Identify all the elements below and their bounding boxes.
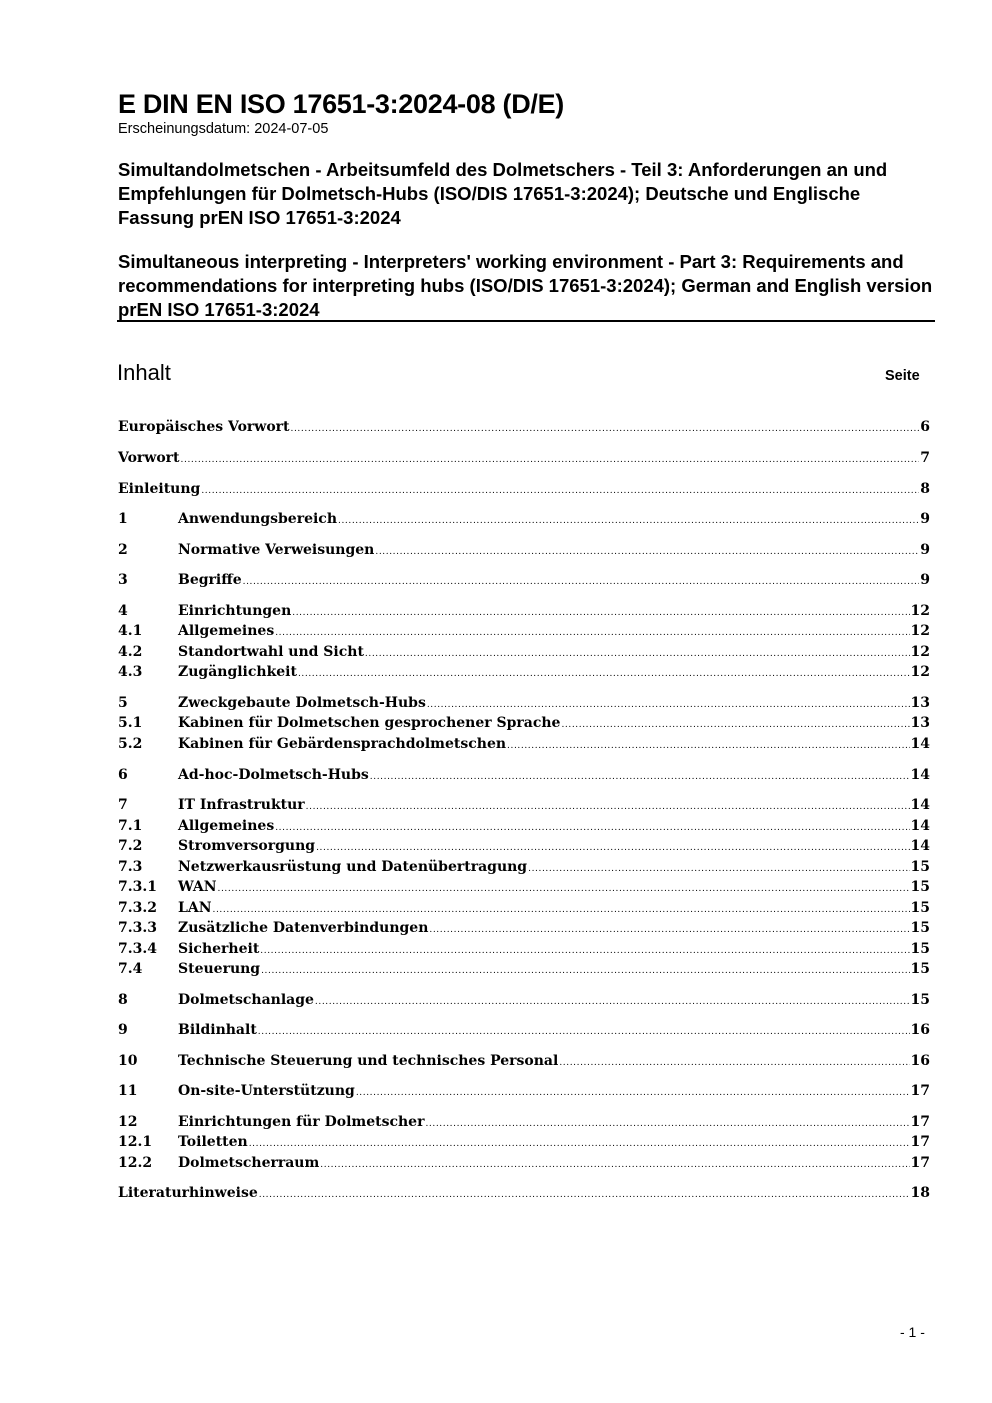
toc-entry[interactable]	[118, 1132, 930, 1153]
toc-entry-page: 9	[920, 572, 930, 588]
toc-entry-page: 6	[920, 419, 930, 435]
toc-entry[interactable]	[118, 693, 930, 714]
toc-entry-title: Technische Steuerung und technisches Personal	[178, 1053, 559, 1069]
toc-entry-title: Einleitung	[118, 481, 201, 497]
toc-entry-page: 12	[910, 603, 930, 619]
toc-entry-page: 12	[910, 664, 930, 680]
title-german: Simultandolmetschen - Arbeitsumfeld des Dolmetschers - Teil 3: Anforderungen an und Empfehlungen für Dolmetsch-Hubs (ISO/DIS 17651-3:2024); Deutsche und Englische Fassung prEN ISO 17651-3:2024	[118, 159, 888, 228]
title-english: Simultaneous interpreting - Interpreters' working environment - Part 3: Requirements and recommendations for interpreting hubs (ISO/DIS 17651-3:2024); German and English version prEN ISO 17651-3:2024	[118, 251, 933, 320]
toc-entry[interactable]	[118, 765, 930, 786]
title-divider	[117, 320, 935, 322]
toc-entry-title: Allgemeines	[178, 818, 275, 834]
toc-dot-leader	[243, 572, 920, 593]
page-number: - 1 -	[900, 1324, 925, 1340]
toc-entry-title: Einrichtungen	[178, 603, 292, 619]
toc-entry-title: Vorwort	[118, 450, 180, 466]
toc-entry[interactable]	[118, 417, 930, 438]
toc-entry-page: 13	[910, 715, 930, 731]
toc-entry[interactable]	[118, 795, 930, 816]
toc-entry[interactable]	[118, 1153, 930, 1174]
toc-entry-number: 7.1	[118, 818, 143, 834]
toc-heading: Inhalt	[117, 360, 171, 385]
toc-dot-leader	[306, 797, 910, 818]
toc-entry-number: 7.3.4	[118, 941, 157, 957]
toc-entry-title: Netzwerkausrüstung und Datenübertragung	[178, 859, 528, 875]
toc-entry-title: Stromversorgung	[178, 838, 316, 854]
toc-entry-title: On-site-Unterstützung	[178, 1083, 355, 1099]
toc-entry[interactable]	[118, 816, 930, 837]
toc-entry-number: 12.1	[118, 1134, 153, 1150]
toc-entry-title: Bildinhalt	[178, 1022, 257, 1038]
toc-entry-number: 5	[118, 695, 128, 711]
toc-entry-number: 4.3	[118, 664, 143, 680]
toc-entry[interactable]	[118, 1020, 930, 1041]
toc-entry-number: 5.1	[118, 715, 143, 731]
toc-entry[interactable]	[118, 990, 930, 1011]
toc-entry-page: 12	[910, 623, 930, 639]
toc-entry-number: 1	[118, 511, 128, 527]
toc-entry-number: 7.4	[118, 961, 143, 977]
toc-entry[interactable]	[118, 642, 930, 663]
toc-entry[interactable]	[118, 1112, 930, 1133]
toc-entry-page: 17	[910, 1155, 930, 1171]
toc-entry[interactable]	[118, 877, 930, 898]
toc-dot-leader	[561, 715, 909, 736]
toc-entry-page: 14	[910, 797, 930, 813]
toc-entry-page: 15	[910, 961, 930, 977]
toc-entry-page: 14	[910, 838, 930, 854]
toc-entry[interactable]	[118, 959, 930, 980]
toc-entry-page: 14	[910, 736, 930, 752]
toc-entry-title: Kabinen für Dolmetschen gesprochener Sprache	[178, 715, 561, 731]
toc-entry-page: 12	[910, 644, 930, 660]
toc-entry[interactable]	[118, 540, 930, 561]
toc-entry-title: Steuerung	[178, 961, 261, 977]
toc-entry-number: 7.2	[118, 838, 143, 854]
toc-dot-leader	[201, 481, 919, 502]
toc-entry[interactable]	[118, 836, 930, 857]
toc-entry-title: Literaturhinweise	[118, 1185, 258, 1201]
toc-entry-page: 9	[920, 511, 930, 527]
toc-entry-title: Allgemeines	[178, 623, 275, 639]
toc-entry[interactable]	[118, 479, 930, 500]
toc-entry-number: 10	[118, 1053, 138, 1069]
toc-dot-leader	[181, 450, 920, 471]
toc-entry-title: Europäisches Vorwort	[118, 419, 290, 435]
publication-date: Erscheinungsdatum: 2024-07-05	[118, 121, 329, 137]
toc-entry-title: Dolmetscherraum	[178, 1155, 320, 1171]
toc-dot-leader	[218, 879, 910, 900]
toc-entry[interactable]	[118, 1081, 930, 1102]
toc-entry[interactable]	[118, 662, 930, 683]
toc-entry-number: 4.1	[118, 623, 143, 639]
toc-entry-title: Begriffe	[178, 572, 242, 588]
toc-entry-title: Zusätzliche Datenverbindungen	[178, 920, 429, 936]
toc-entry[interactable]	[118, 857, 930, 878]
toc-dot-leader	[429, 920, 909, 941]
toc-entry-page: 7	[920, 450, 930, 466]
toc-dot-leader	[375, 542, 919, 563]
toc-entry[interactable]	[118, 1183, 930, 1204]
toc-entry-title: Zugänglichkeit	[178, 664, 297, 680]
toc-dot-leader	[320, 1155, 909, 1176]
toc-entry-page: 16	[910, 1053, 930, 1069]
toc-dot-leader	[316, 838, 909, 859]
toc-entry-number: 4	[118, 603, 128, 619]
toc-entry-number: 6	[118, 767, 128, 783]
toc-entry-number: 12.2	[118, 1155, 153, 1171]
toc-entry-title: Normative Verweisungen	[178, 542, 375, 558]
toc-entry-title: Ad-hoc-Dolmetsch-Hubs	[178, 767, 369, 783]
toc-dot-leader	[507, 736, 909, 757]
toc-entry-page: 13	[910, 695, 930, 711]
toc-dot-leader	[249, 1134, 910, 1155]
toc-entry-page: 8	[920, 481, 930, 497]
toc-entry-number: 7.3	[118, 859, 143, 875]
toc-entry[interactable]	[118, 898, 930, 919]
toc-entry-title: Anwendungsbereich	[178, 511, 337, 527]
toc-entry-number: 5.2	[118, 736, 143, 752]
toc-entry[interactable]	[118, 734, 930, 755]
toc-entry-title: LAN	[178, 900, 212, 916]
toc-entry-title: IT Infrastruktur	[178, 797, 305, 813]
toc-entry-number: 7.3.3	[118, 920, 157, 936]
toc-dot-leader	[261, 961, 909, 982]
toc-entry-page: 15	[910, 992, 930, 1008]
toc-entry-title: Sicherheit	[178, 941, 260, 957]
toc-entry[interactable]	[118, 621, 930, 642]
toc-entry[interactable]	[118, 601, 930, 622]
toc-dot-leader	[338, 511, 919, 532]
toc-entry-number: 4.2	[118, 644, 143, 660]
toc-dot-leader	[298, 664, 910, 685]
toc-entry-page: 15	[910, 859, 930, 875]
toc-dot-leader	[258, 1022, 910, 1043]
toc-dot-leader	[315, 992, 910, 1013]
toc-entry[interactable]	[118, 448, 930, 469]
toc-entry-page: 9	[920, 542, 930, 558]
toc-entry-number: 3	[118, 572, 128, 588]
toc-entry-page: 15	[910, 879, 930, 895]
toc-entry-title: Toiletten	[178, 1134, 248, 1150]
toc-entry-title: Kabinen für Gebärdensprachdolmetschen	[178, 736, 507, 752]
toc-entry-number: 8	[118, 992, 128, 1008]
toc-dot-leader	[291, 419, 920, 440]
toc-dot-leader	[259, 1185, 910, 1206]
toc-entry-number: 7	[118, 797, 128, 813]
toc-entry-page: 17	[910, 1134, 930, 1150]
toc-entry-number: 7.3.1	[118, 879, 157, 895]
toc-entry-page: 15	[910, 941, 930, 957]
toc-entry[interactable]	[118, 713, 930, 734]
document-id: E DIN EN ISO 17651-3:2024-08 (D/E)	[118, 89, 564, 119]
toc-entry[interactable]	[118, 509, 930, 530]
toc-page-column-label: Seite	[885, 368, 920, 384]
toc-entry-number: 9	[118, 1022, 128, 1038]
toc-entry[interactable]	[118, 1051, 930, 1072]
toc-entry-page: 18	[910, 1185, 930, 1201]
toc-entry-page: 14	[910, 767, 930, 783]
toc-dot-leader	[275, 623, 909, 644]
toc-entry-number: 7.3.2	[118, 900, 157, 916]
toc-entry-page: 17	[910, 1114, 930, 1130]
toc-entry-page: 15	[910, 900, 930, 916]
toc-entry-title: Standortwahl und Sicht	[178, 644, 364, 660]
toc-dot-leader	[370, 767, 910, 788]
toc-dot-leader	[356, 1083, 910, 1104]
toc-entry[interactable]	[118, 939, 930, 960]
toc-entry-number: 2	[118, 542, 128, 558]
toc-entry[interactable]	[118, 570, 930, 591]
toc-entry[interactable]	[118, 918, 930, 939]
toc-entry-number: 12	[118, 1114, 138, 1130]
toc-entry-page: 16	[910, 1022, 930, 1038]
toc-entry-number: 11	[118, 1083, 138, 1099]
toc-entry-title: Zweckgebaute Dolmetsch-Hubs	[178, 695, 426, 711]
toc-entry-title: Einrichtungen für Dolmetscher	[178, 1114, 425, 1130]
toc-dot-leader	[559, 1053, 909, 1074]
toc-entry-page: 14	[910, 818, 930, 834]
toc-entry-title: WAN	[178, 879, 217, 895]
toc-entry-title: Dolmetschanlage	[178, 992, 314, 1008]
toc-entry-page: 15	[910, 920, 930, 936]
toc-entry-page: 17	[910, 1083, 930, 1099]
